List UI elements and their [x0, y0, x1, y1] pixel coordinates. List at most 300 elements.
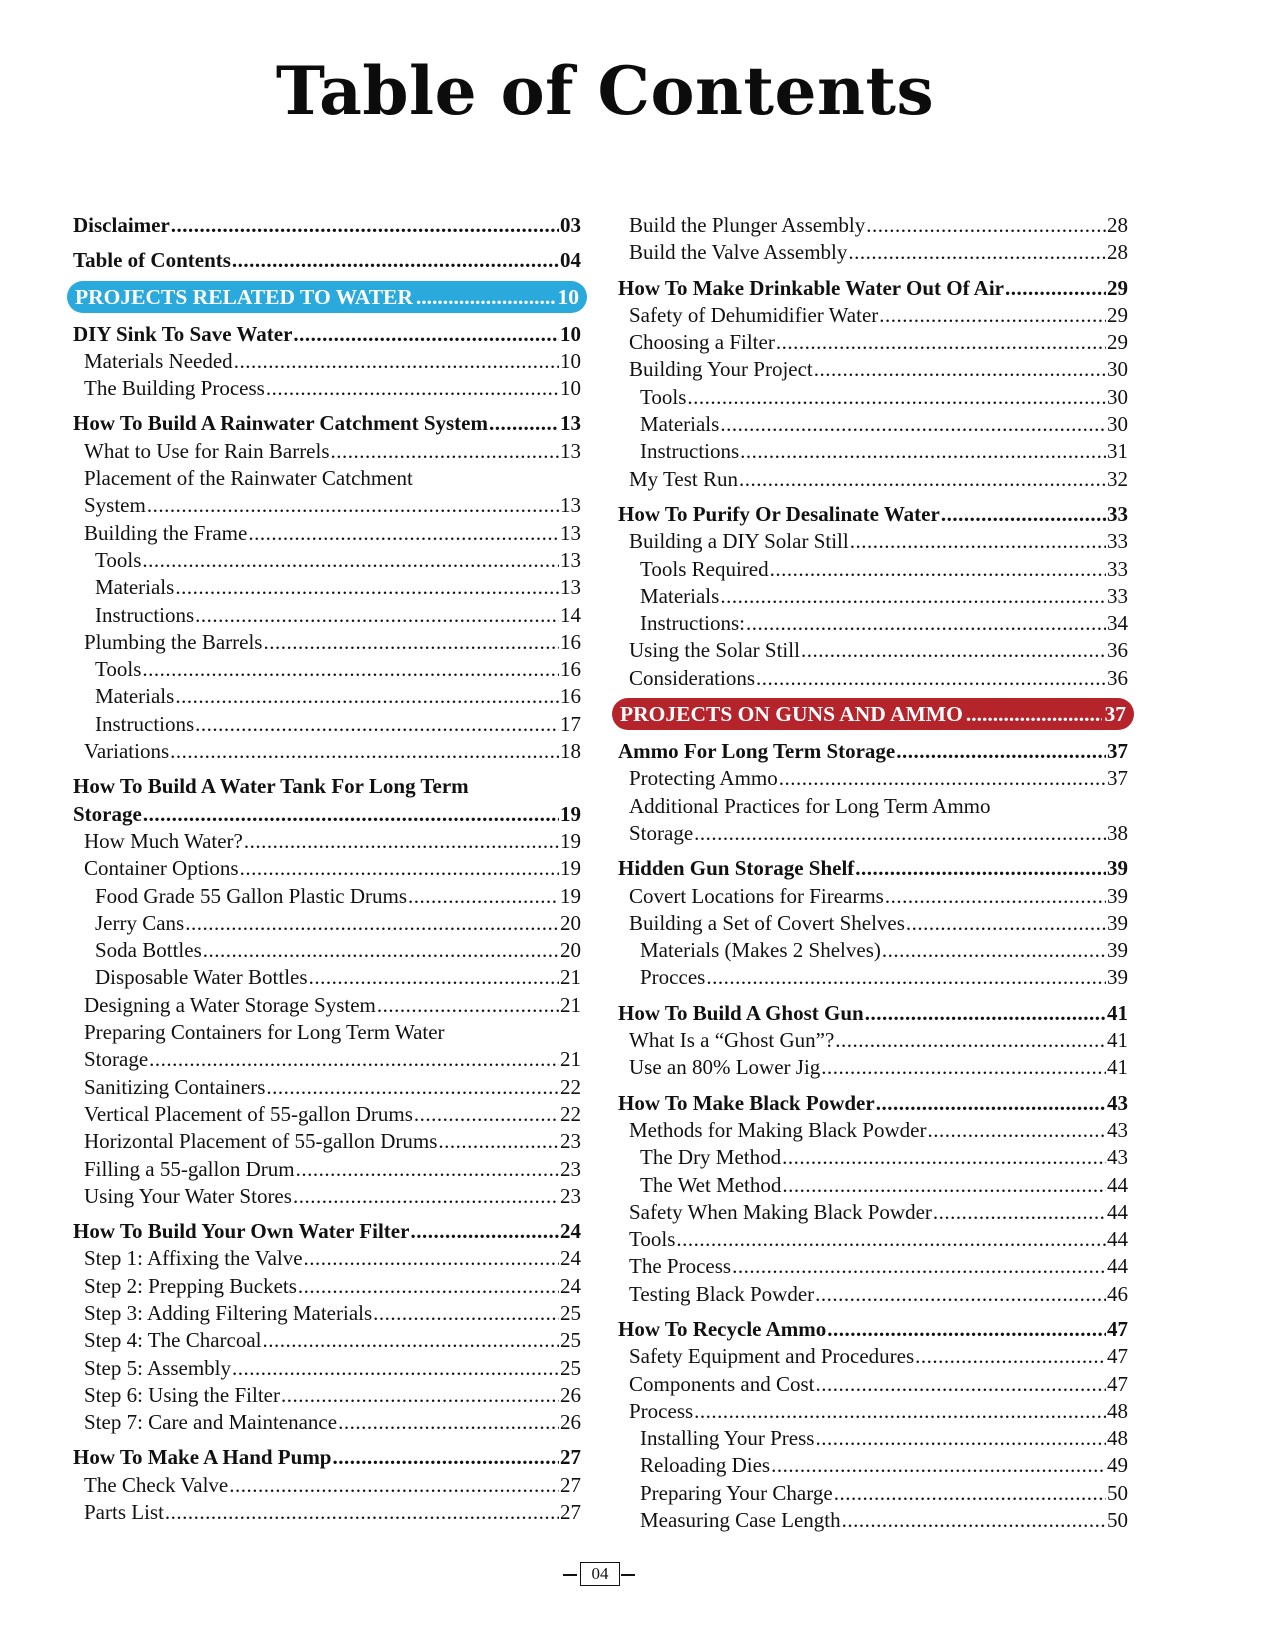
toc-entry-page: 47 [1107, 1316, 1128, 1341]
toc-entry-page: 29 [1107, 302, 1128, 327]
toc-entry-label: Tools [95, 657, 142, 682]
toc-entry-page: 23 [560, 1129, 581, 1154]
toc-entry[interactable] [73, 1355, 581, 1382]
dot-leader [296, 1156, 559, 1183]
toc-entry-label: Jerry Cans [95, 910, 185, 935]
toc-entry-page: 33 [1107, 556, 1128, 581]
toc-entry-page: 33 [1107, 501, 1128, 526]
toc-entry-page: 36 [1107, 665, 1128, 690]
dot-leader [266, 1074, 559, 1101]
toc-entry-page: 47 [1107, 1371, 1128, 1396]
toc-entry[interactable] [73, 910, 581, 937]
toc-entry[interactable] [73, 738, 581, 765]
toc-entry[interactable] [73, 629, 581, 656]
toc-entry[interactable] [618, 1371, 1128, 1398]
toc-entry[interactable] [73, 1499, 581, 1526]
toc-entry-label: Materials Needed [84, 348, 233, 373]
toc-entry-page: 50 [1107, 1508, 1128, 1533]
dot-leader [142, 547, 559, 574]
page-number: 04 [580, 1562, 620, 1586]
toc-chapter[interactable] [73, 801, 581, 828]
toc-entry-page: 24 [560, 1246, 581, 1271]
toc-entry-page: 39 [1107, 856, 1128, 881]
toc-entry-label: Safety Equipment and Procedures [629, 1344, 915, 1369]
section-banner-label: PROJECTS ON GUNS AND AMMO [620, 702, 963, 727]
toc-entry[interactable] [73, 574, 581, 601]
toc-entry-page: 29 [1107, 330, 1128, 355]
toc-entry[interactable] [618, 1480, 1128, 1507]
toc-entry-page: 43 [1107, 1090, 1128, 1115]
toc-entry-label-line[interactable]: Placement of the Rainwater Catchment [84, 466, 413, 491]
toc-entry-page: 16 [560, 657, 581, 682]
toc-entry-page: 28 [1107, 240, 1128, 265]
dot-leader [195, 711, 559, 738]
toc-entry-page: 17 [560, 711, 581, 736]
toc-entry-label: Procces [640, 965, 706, 990]
dot-leader [865, 1000, 1106, 1027]
dot-leader [816, 1371, 1106, 1398]
dot-leader [309, 964, 559, 991]
toc-entry[interactable] [618, 239, 1128, 266]
toc-entry-label: Step 6: Using the Filter [84, 1382, 280, 1407]
toc-entry[interactable] [73, 828, 581, 855]
dot-leader [927, 1117, 1106, 1144]
toc-entry[interactable] [618, 384, 1128, 411]
toc-entry-label-line[interactable]: Preparing Containers for Long Term Water [84, 1020, 445, 1045]
toc-entry-page: 13 [560, 493, 581, 518]
toc-entry[interactable] [73, 855, 581, 882]
dot-leader [143, 801, 559, 828]
toc-entry-label: Sanitizing Containers [84, 1074, 266, 1099]
toc-entry[interactable] [73, 1101, 581, 1128]
toc-entry[interactable] [73, 683, 581, 710]
dot-leader [706, 964, 1106, 991]
section-banner[interactable] [612, 698, 1134, 730]
dot-leader [232, 247, 559, 274]
toc-entry-page: 21 [560, 1047, 581, 1072]
dot-leader [298, 1273, 559, 1300]
toc-entry-label: How To Build A Ghost Gun [618, 1000, 864, 1025]
toc-entry-page: 39 [1107, 910, 1128, 935]
toc-chapter[interactable] [73, 1444, 581, 1471]
toc-entry[interactable] [618, 583, 1128, 610]
toc-chapter[interactable] [618, 1090, 1128, 1117]
dot-leader [720, 583, 1106, 610]
dot-leader [331, 438, 559, 465]
dot-leader [779, 765, 1106, 792]
toc-entry-page: 50 [1107, 1480, 1128, 1505]
toc-entry-label: The Check Valve [84, 1472, 229, 1497]
toc-entry-label: Process [629, 1398, 694, 1423]
toc-entry-page: 44 [1107, 1227, 1128, 1252]
toc-entry-label: Ammo For Long Term Storage [618, 739, 896, 764]
toc-entry-page: 44 [1107, 1172, 1128, 1197]
toc-entry-label: How To Build Your Own Water Filter [73, 1219, 410, 1244]
dot-leader [771, 1452, 1106, 1479]
dot-leader [414, 1101, 559, 1128]
toc-entry-page: 47 [1107, 1344, 1128, 1369]
toc-entry-label: Disposable Water Bottles [95, 965, 308, 990]
toc-entry-page: 28 [1107, 213, 1128, 237]
toc-right-column [618, 212, 1128, 1534]
toc-entry[interactable] [618, 556, 1128, 583]
toc-entry[interactable] [73, 438, 581, 465]
toc-entry[interactable] [618, 665, 1128, 692]
toc-entry[interactable] [73, 992, 581, 1019]
toc-entry-label: Disclaimer [73, 213, 170, 237]
dot-leader [855, 855, 1106, 882]
toc-entry[interactable] [73, 1245, 581, 1272]
toc-entry-page: 43 [1107, 1117, 1128, 1142]
toc-entry[interactable] [73, 520, 581, 547]
toc-chapter[interactable] [73, 247, 581, 274]
toc-entry-label: Instructions [640, 439, 740, 464]
dot-leader [416, 281, 555, 313]
toc-entry[interactable] [73, 602, 581, 629]
toc-entry[interactable] [618, 1343, 1128, 1370]
toc-entry-label: How To Build A Rainwater Catchment System [73, 411, 488, 436]
toc-entry-page: 39 [1107, 883, 1128, 908]
toc-entry-label-line[interactable]: Additional Practices for Long Term Ammo [629, 793, 991, 818]
toc-entry[interactable] [73, 964, 581, 991]
toc-entry-label: Designing a Water Storage System [84, 992, 376, 1017]
toc-entry[interactable] [618, 883, 1128, 910]
dot-leader [185, 910, 559, 937]
toc-entry-page: 16 [560, 629, 581, 654]
toc-entry-page: 44 [1107, 1199, 1128, 1224]
toc-entry-label: System [84, 493, 146, 518]
toc-entry[interactable] [618, 302, 1128, 329]
toc-entry-label: Tools Required [640, 556, 769, 581]
toc-entry[interactable] [618, 964, 1128, 991]
toc-entry-label: Vertical Placement of 55-gallon Drums [84, 1101, 413, 1126]
toc-entry-label: Container Options [84, 856, 239, 881]
dot-leader [489, 410, 559, 437]
toc-entry-label: Building a DIY Solar Still [629, 529, 849, 554]
toc-entry-label: Variations [84, 739, 170, 764]
toc-entry-label: How Much Water? [84, 828, 243, 853]
dot-leader [739, 466, 1106, 493]
dot-leader [676, 1226, 1106, 1253]
dot-leader [770, 556, 1106, 583]
toc-entry-label: How To Purify Or Desalinate Water [618, 501, 940, 526]
toc-entry-label: Filling a 55-gallon Drum [84, 1156, 295, 1181]
dot-leader [149, 1046, 559, 1073]
toc-chapter[interactable] [618, 275, 1128, 302]
toc-entry-page: 19 [560, 856, 581, 881]
toc-entry[interactable] [618, 820, 1128, 847]
section-banner-page: 37 [1104, 702, 1126, 727]
toc-entry-label: Measuring Case Length [640, 1508, 841, 1533]
toc-entry-page: 13 [560, 547, 581, 572]
dot-leader [203, 937, 559, 964]
toc-entry[interactable] [618, 212, 1128, 239]
dot-leader [240, 855, 559, 882]
toc-entry-label: The Process [629, 1254, 732, 1279]
toc-entry-page: 04 [560, 248, 581, 273]
toc-entry-label: The Dry Method [640, 1145, 782, 1170]
toc-entry[interactable] [73, 883, 581, 910]
toc-entry-page: 23 [560, 1156, 581, 1181]
toc-entry-label: Step 2: Prepping Buckets [84, 1273, 297, 1298]
dot-leader [882, 937, 1106, 964]
dot-leader [338, 1409, 559, 1436]
dot-leader [171, 212, 559, 239]
dot-leader [815, 1281, 1106, 1308]
toc-entry-label-line[interactable]: How To Build A Water Tank For Long Term [73, 774, 469, 799]
dot-leader [408, 883, 559, 910]
toc-entry-label: Materials [640, 583, 720, 608]
toc-entry-page: 38 [1107, 820, 1128, 845]
toc-entry-page: 39 [1107, 938, 1128, 963]
toc-left-column [73, 212, 581, 1526]
toc-entry[interactable] [73, 656, 581, 683]
dot-leader [281, 1382, 559, 1409]
toc-entry[interactable] [73, 1300, 581, 1327]
dot-leader [263, 629, 559, 656]
toc-entry-page: 21 [560, 992, 581, 1017]
dot-leader [333, 1444, 560, 1471]
toc-entry-label: Protecting Ammo [629, 766, 778, 791]
toc-chapter[interactable] [618, 1000, 1128, 1027]
toc-entry-label: Reloading Dies [640, 1453, 771, 1478]
toc-entry[interactable] [73, 1472, 581, 1499]
toc-entry-label: Build the Valve Assembly [629, 240, 848, 265]
dot-leader [915, 1343, 1106, 1370]
toc-entry-label: Parts List [84, 1500, 164, 1525]
dot-leader [229, 1472, 559, 1499]
toc-entry-label: Tools [629, 1227, 676, 1252]
toc-entry-page: 10 [560, 348, 581, 373]
dot-leader [879, 302, 1106, 329]
toc-entry-label: Considerations [629, 665, 755, 690]
toc-entry-label: Horizontal Placement of 55-gallon Drums [84, 1129, 438, 1154]
toc-entry-page: 27 [560, 1500, 581, 1525]
toc-entry-label: How To Make Black Powder [618, 1090, 875, 1115]
toc-entry[interactable] [618, 910, 1128, 937]
toc-entry-label: Tools [95, 547, 142, 572]
toc-entry-page: 44 [1107, 1254, 1128, 1279]
toc-entry[interactable] [618, 1507, 1128, 1534]
toc-entry[interactable] [618, 438, 1128, 465]
toc-entry[interactable] [618, 1199, 1128, 1226]
toc-entry-page: 49 [1107, 1453, 1128, 1478]
toc-entry-label: Components and Cost [629, 1371, 815, 1396]
toc-entry[interactable] [73, 711, 581, 738]
toc-entry-page: 20 [560, 910, 581, 935]
toc-entry-page: 26 [560, 1382, 581, 1407]
dot-leader [896, 738, 1106, 765]
toc-entry-page: 19 [560, 801, 581, 826]
dot-leader [195, 602, 559, 629]
dot-leader [1005, 275, 1106, 302]
toc-entry[interactable] [73, 348, 581, 375]
page-title: Table of Contents [275, 52, 935, 130]
toc-entry[interactable] [73, 1074, 581, 1101]
toc-entry[interactable] [618, 1054, 1128, 1081]
toc-entry[interactable] [73, 1156, 581, 1183]
toc-entry-label: Storage [629, 820, 694, 845]
toc-chapter[interactable] [73, 410, 581, 437]
dot-leader [175, 683, 559, 710]
toc-entry-label: My Test Run [629, 466, 738, 491]
dot-leader [876, 1090, 1106, 1117]
toc-entry-page: 46 [1107, 1281, 1128, 1306]
toc-entry-label: How To Recycle Ammo [618, 1316, 827, 1341]
toc-entry-page: 22 [560, 1074, 581, 1099]
toc-entry-page: 23 [560, 1183, 581, 1208]
dot-leader [801, 637, 1106, 664]
toc-entry[interactable] [618, 1117, 1128, 1144]
toc-entry[interactable] [618, 411, 1128, 438]
dot-leader [746, 610, 1106, 637]
toc-entry-label: Hidden Gun Storage Shelf [618, 856, 855, 881]
toc-entry[interactable] [73, 1046, 581, 1073]
toc-entry-page: 36 [1107, 638, 1128, 663]
toc-entry[interactable] [618, 610, 1128, 637]
toc-entry[interactable] [73, 1183, 581, 1210]
toc-entry-label: Storage [84, 1047, 149, 1072]
toc-entry-page: 25 [560, 1300, 581, 1325]
dot-leader [815, 1425, 1106, 1452]
toc-entry-label: Table of Contents [73, 248, 231, 273]
dot-leader [848, 239, 1106, 266]
dot-leader [147, 492, 559, 519]
toc-entry[interactable] [618, 356, 1128, 383]
toc-entry[interactable] [618, 1398, 1128, 1425]
toc-entry-label: Covert Locations for Firearms [629, 883, 884, 908]
toc-entry-page: 27 [560, 1472, 581, 1497]
toc-entry[interactable] [618, 329, 1128, 356]
toc-chapter[interactable] [618, 1316, 1128, 1343]
toc-entry[interactable] [618, 1452, 1128, 1479]
dot-leader [885, 883, 1106, 910]
toc-entry[interactable] [618, 765, 1128, 792]
toc-entry-label: The Building Process [84, 376, 265, 401]
toc-entry[interactable] [73, 1382, 581, 1409]
footer-left-rule [563, 1574, 577, 1576]
toc-chapter[interactable] [618, 738, 1128, 765]
dot-leader [842, 1507, 1106, 1534]
toc-entry-page: 27 [560, 1445, 581, 1470]
dot-leader [438, 1128, 559, 1155]
toc-entry-page: 13 [560, 575, 581, 600]
section-banner-label: PROJECTS RELATED TO WATER [75, 284, 413, 309]
toc-entry-page: 03 [560, 213, 581, 237]
toc-entry-label: Step 7: Care and Maintenance [84, 1410, 338, 1435]
toc-entry-label: Installing Your Press [640, 1426, 815, 1451]
toc-entry-label: Materials (Makes 2 Shelves) [640, 938, 881, 963]
dot-leader [244, 828, 559, 855]
toc-entry[interactable] [73, 547, 581, 574]
toc-entry-page: 37 [1107, 766, 1128, 791]
toc-entry[interactable] [618, 528, 1128, 555]
dot-leader [834, 1480, 1106, 1507]
toc-entry-page: 31 [1107, 439, 1128, 464]
toc-chapter[interactable] [73, 212, 581, 239]
toc-entry[interactable] [618, 637, 1128, 664]
dot-leader [232, 1355, 559, 1382]
toc-entry-page: 16 [560, 684, 581, 709]
toc-entry-label: Step 5: Assembly [84, 1355, 232, 1380]
toc-entry-page: 25 [560, 1328, 581, 1353]
toc-entry-page: 19 [560, 883, 581, 908]
toc-entry-page: 20 [560, 938, 581, 963]
toc-entry-label: Instructions [95, 602, 195, 627]
toc-entry[interactable] [73, 492, 581, 519]
toc-entry-page: 32 [1107, 466, 1128, 491]
toc-entry-label: Materials [95, 684, 175, 709]
toc-entry[interactable] [73, 375, 581, 402]
toc-entry-page: 13 [560, 438, 581, 463]
toc-entry-label: Storage [73, 801, 142, 826]
toc-entry-label: How To Make Drinkable Water Out Of Air [618, 275, 1004, 300]
toc-entry[interactable] [618, 466, 1128, 493]
toc-entry[interactable] [73, 937, 581, 964]
toc-entry-page: 18 [560, 739, 581, 764]
dot-leader [248, 520, 559, 547]
toc-entry-page: 41 [1107, 1028, 1128, 1053]
toc-entry[interactable] [618, 1172, 1128, 1199]
toc-chapter[interactable] [73, 1218, 581, 1245]
toc-entry-page: 30 [1107, 357, 1128, 382]
page-footer [563, 1562, 643, 1586]
toc-entry-label: Plumbing the Barrels [84, 629, 263, 654]
dot-leader [941, 501, 1106, 528]
toc-entry[interactable] [73, 1409, 581, 1436]
footer-right-rule [621, 1574, 635, 1576]
dot-leader [821, 1054, 1106, 1081]
toc-entry-label: Instructions: [640, 611, 745, 636]
toc-entry-label: What Is a “Ghost Gun”? [629, 1028, 835, 1053]
toc-entry-page: 24 [560, 1273, 581, 1298]
dot-leader [906, 910, 1106, 937]
toc-entry-label: Step 1: Affixing the Valve [84, 1246, 303, 1271]
toc-entry-label: Using Your Water Stores [84, 1183, 292, 1208]
dot-leader [694, 820, 1106, 847]
toc-entry[interactable] [618, 1226, 1128, 1253]
toc-entry[interactable] [618, 1281, 1128, 1308]
toc-chapter[interactable] [618, 855, 1128, 882]
dot-leader [835, 1027, 1106, 1054]
toc-entry-label: Building Your Project [629, 357, 813, 382]
toc-entry[interactable] [73, 1273, 581, 1300]
toc-entry[interactable] [618, 937, 1128, 964]
toc-entry[interactable] [73, 1327, 581, 1354]
toc-entry[interactable] [618, 1253, 1128, 1280]
dot-leader [410, 1218, 559, 1245]
toc-entry-page: 41 [1107, 1055, 1128, 1080]
toc-entry[interactable] [618, 1425, 1128, 1452]
dot-leader [782, 1144, 1106, 1171]
toc-chapter[interactable] [73, 321, 581, 348]
toc-entry[interactable] [73, 1128, 581, 1155]
section-banner[interactable] [67, 281, 587, 313]
toc-entry-label: Safety When Making Black Powder [629, 1199, 932, 1224]
dot-leader [827, 1316, 1106, 1343]
section-banner-page: 10 [557, 284, 579, 309]
toc-entry-label: How To Make A Hand Pump [73, 1445, 332, 1470]
dot-leader [694, 1398, 1106, 1425]
toc-entry-page: 14 [560, 602, 581, 627]
toc-entry-page: 33 [1107, 529, 1128, 554]
toc-entry[interactable] [618, 1027, 1128, 1054]
toc-chapter[interactable] [618, 501, 1128, 528]
dot-leader [170, 738, 559, 765]
toc-entry[interactable] [618, 1144, 1128, 1171]
toc-entry-label: Materials [640, 412, 720, 437]
dot-leader [850, 528, 1106, 555]
